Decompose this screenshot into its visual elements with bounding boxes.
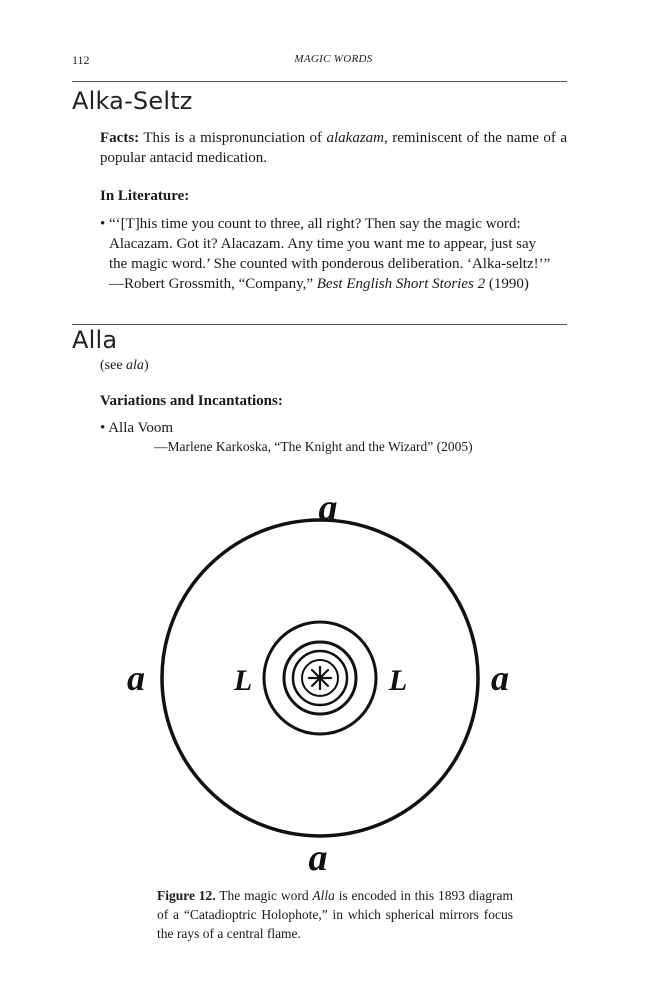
bullet: • (100, 420, 106, 436)
entry-divider-rule (72, 324, 567, 325)
incantation-citation: —Marlene Karkoska, “The Knight and the Wizard” (2005) (154, 439, 473, 454)
literature-heading (100, 186, 567, 206)
incantation-item (100, 418, 173, 438)
letter-a-top: a (318, 487, 338, 529)
letter-a-right: a (491, 658, 509, 698)
quote-citation (100, 274, 567, 294)
holophote-diagram (100, 480, 560, 880)
facts-paragraph (100, 128, 567, 168)
caption-label: Figure 12. (157, 888, 216, 903)
incantation-text: Alla Voom (108, 420, 174, 436)
citation-title: Best English Short Stories 2 (316, 276, 486, 292)
literature-quote (100, 214, 567, 294)
caption-text-2: is encoded in this 1893 diagram of a “Catadioptric Holophote,” in which spherical mirrors focus the rays of a central flame. (157, 888, 514, 941)
facts-label: Facts: (100, 130, 140, 146)
entry-title-alla: Alla (72, 326, 118, 354)
see-suffix: ) (143, 358, 149, 373)
entry-title-alka-seltz: Alka-Seltz (72, 87, 193, 115)
citation-year: (1990) (488, 276, 529, 292)
variations-heading-text: Variations and Incantations: (100, 393, 283, 409)
quote-line-3: the magic word.’ She counted with ponderous deliberation. ‘Alka-seltz!’” (109, 256, 551, 272)
page-number: 112 (72, 53, 90, 67)
header-rule (72, 81, 567, 82)
facts-text-2: , reminiscent of the name of a popular antacid medication. (100, 130, 568, 166)
running-header: MAGIC WORDS (294, 53, 373, 65)
quote-line-1: “‘[T]his time you count to three, all right? Then say the magic word: (109, 216, 521, 232)
citation-prefix: —Robert Grossmith, “Company,” (109, 276, 314, 292)
central-flame-icon (309, 667, 331, 689)
quote-line-2: Alacazam. Got it? Alacazam. Any time you want me to appear, just say (109, 236, 537, 252)
caption-italic-word: Alla (312, 888, 335, 903)
caption-text-1: The magic word (219, 888, 309, 903)
see-prefix: (see (100, 358, 123, 373)
facts-text-1: This is a mispronunciation of (143, 130, 323, 146)
letter-a-left: a (127, 658, 145, 698)
see-target: ala (126, 358, 144, 373)
facts-italic-word: alakazam (326, 130, 385, 146)
quote-bullet-item (100, 214, 567, 274)
see-reference (100, 356, 567, 376)
variations-heading (100, 391, 567, 411)
figure-caption (157, 886, 513, 943)
bullet: • (100, 216, 106, 232)
letter-l-left: L (233, 664, 253, 697)
letter-a-bottom: a (308, 837, 328, 879)
literature-heading-text: In Literature: (100, 188, 190, 204)
letter-l-right: L (388, 664, 408, 697)
